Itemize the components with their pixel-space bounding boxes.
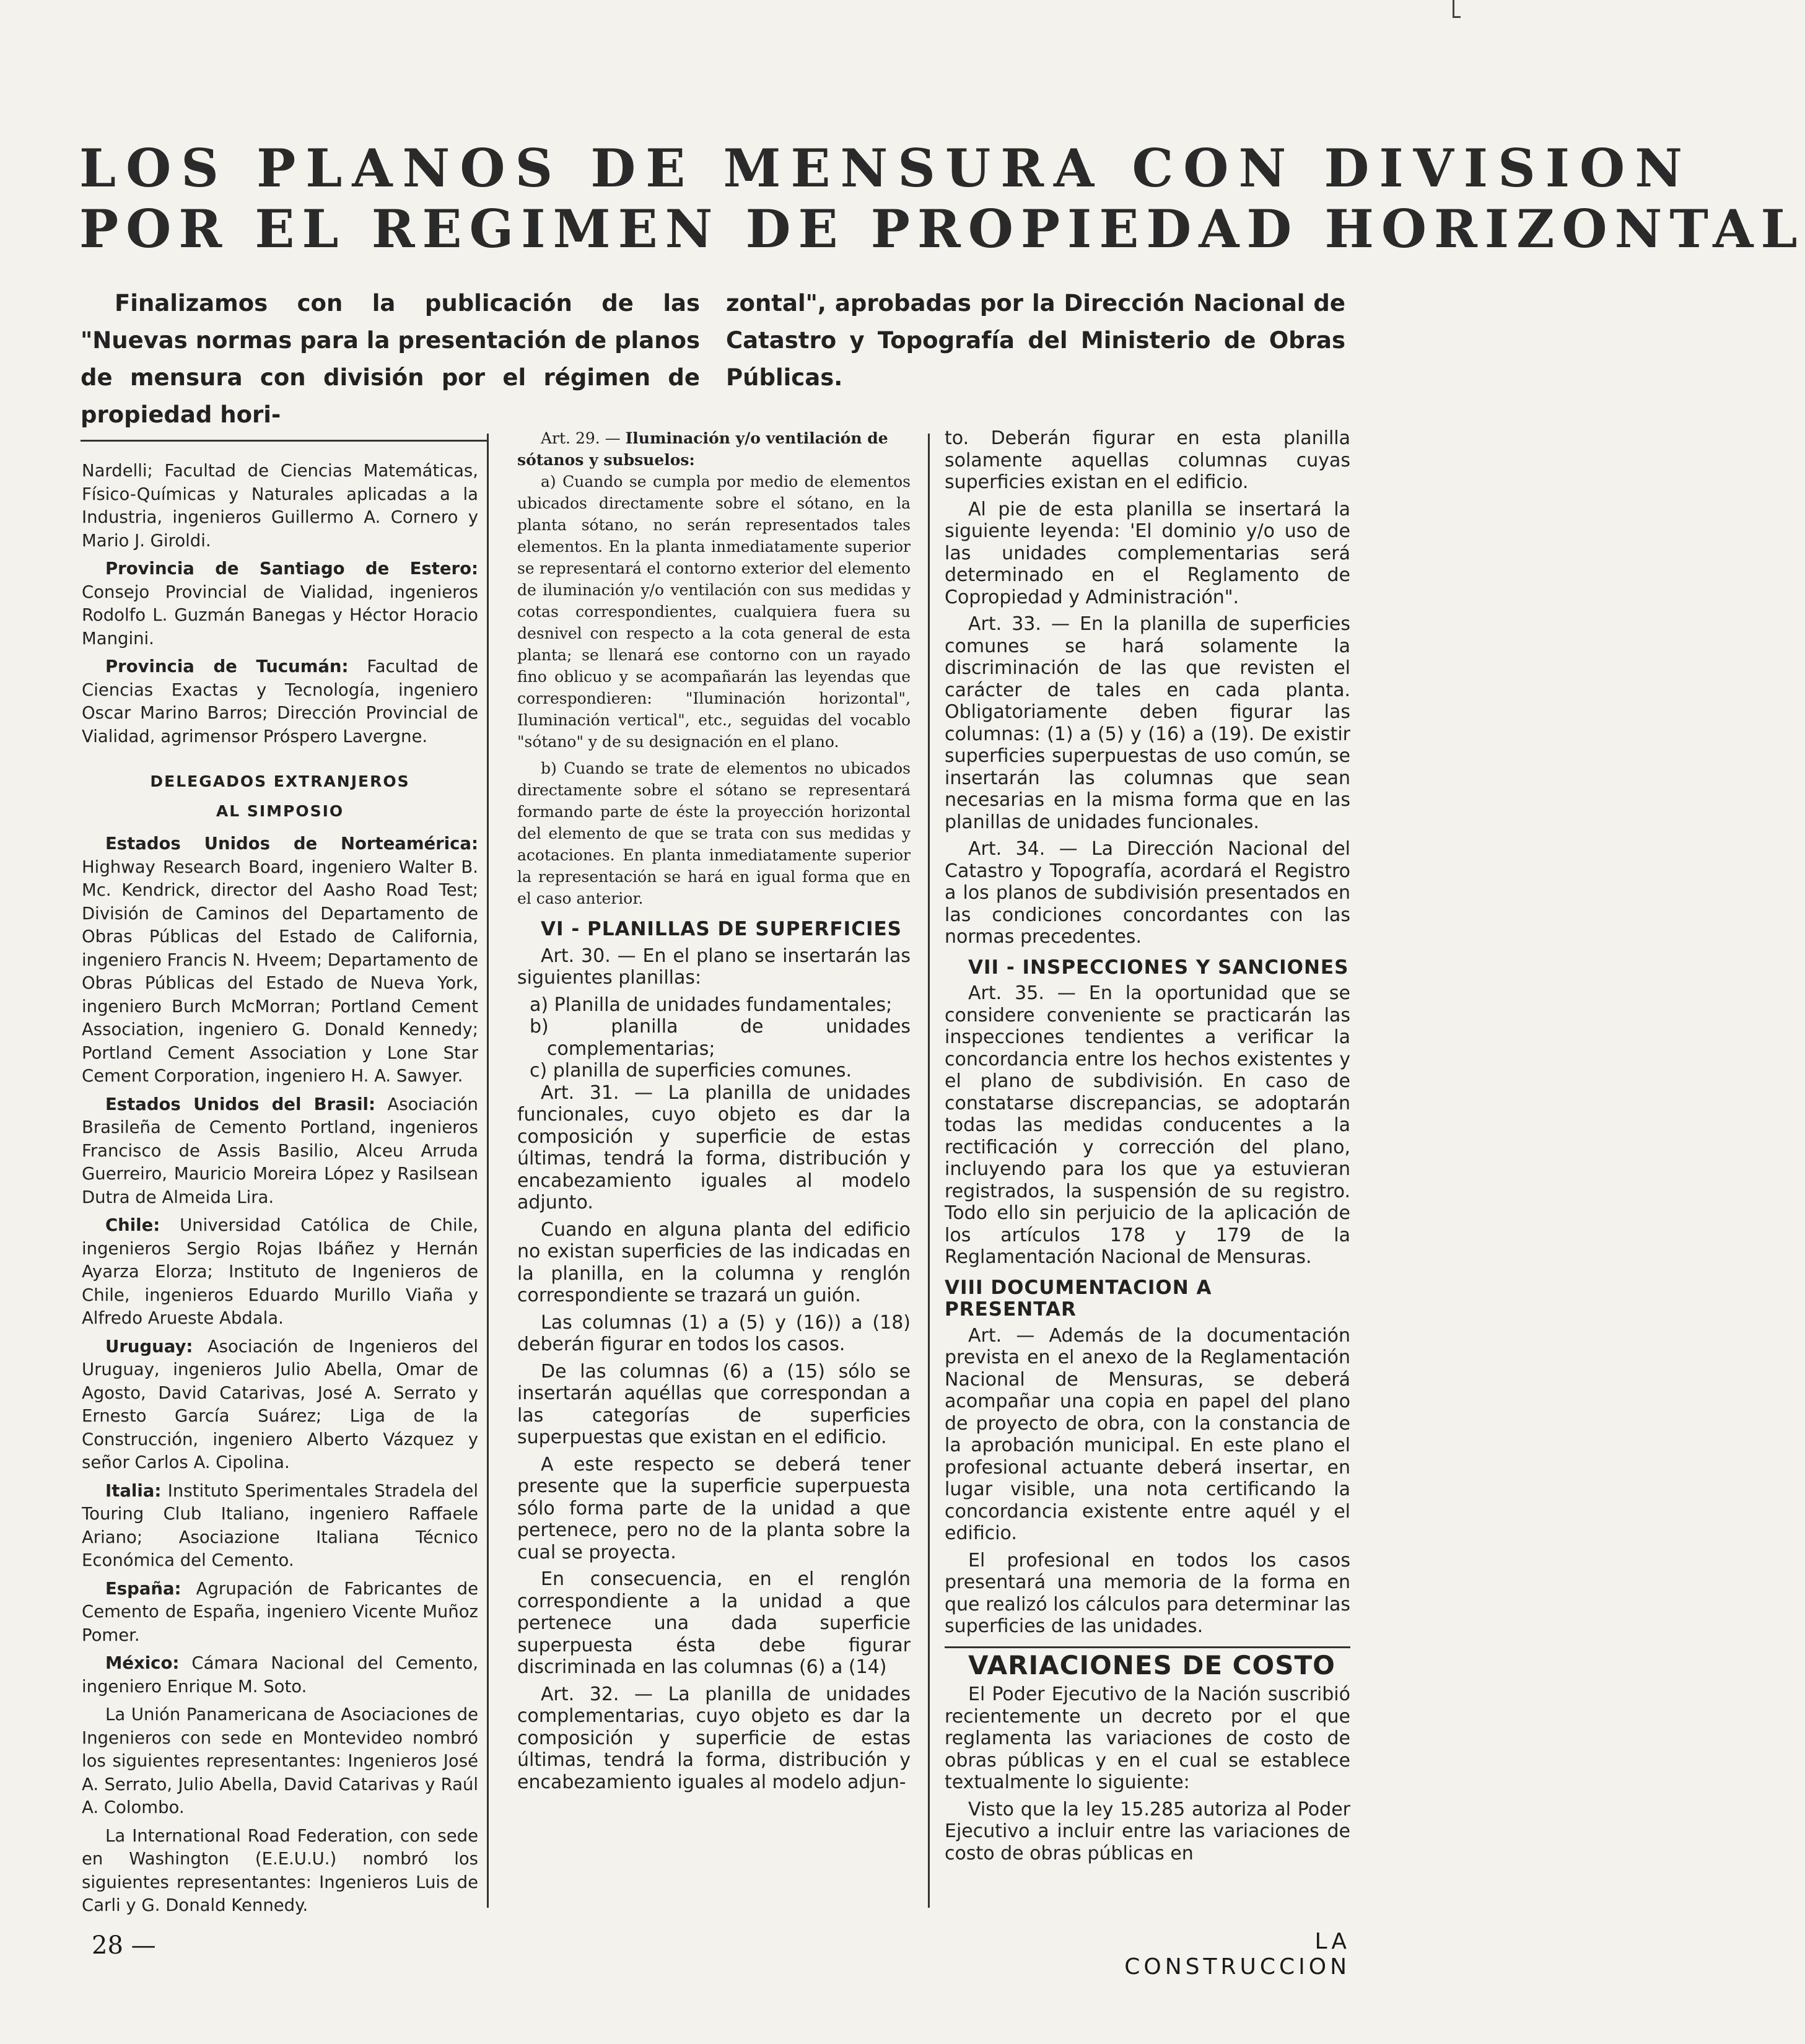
crop-mark bbox=[1453, 0, 1461, 18]
paragraph: De las columnas (6) a (15) sólo se insertarán aquéllas que correspondan a las categorías de superficies superpuestas que existan en el edificio. bbox=[517, 1360, 911, 1448]
paragraph-text: Consejo Provincial de Vialidad, ingenieros Rodolfo L. Guzmán Banegas y Héctor Horacio Mangini. bbox=[82, 582, 478, 649]
article-title-line-1: LOS PLANOS DE MENSURA CON DIVISION bbox=[79, 138, 1693, 199]
paragraph-label: Italia: bbox=[105, 1480, 162, 1501]
article-number: Art. 29. — bbox=[541, 429, 626, 447]
paragraph: Visto que la ley 15.285 autoriza al Poder Ejecutivo a incluir entre las variaciones de costo de obras públicas en bbox=[945, 1798, 1350, 1864]
paragraph: a) Cuando se cumpla por medio de elementos ubicados directamente sobre el sótano, en la planta sótano, no serán representados tales elementos. En la planta inmediatamente superior se representará el contorno exterior del elemento de iluminación y/o ventilación con sus medidas y cotas correspondientes, cualquiera fuera su desnivel con respecto a la cota general de esta planta; se llenará ese contorno con un rayado fino oblicuo y se acompañarán las leyendas que correspondieren: "Iluminación horizontal", Iluminación vertical", etc., seguidas del vocablo "sótano" y de su designación en el plano. bbox=[517, 473, 911, 751]
paragraph: Al pie de esta planilla se insertará la siguiente leyenda: 'El dominio y/o uso de las unidades complementarias será determinado en el Reglamento de Copropiedad y Administración". bbox=[945, 498, 1350, 608]
column-3 bbox=[945, 427, 1350, 1869]
article-title-line-2: POR EL REGIMEN DE PROPIEDAD HORIZONTAL bbox=[79, 198, 1805, 260]
column-divider-2 bbox=[928, 434, 930, 1908]
paragraph bbox=[82, 557, 478, 650]
page-number: 28 — bbox=[92, 1931, 156, 1960]
paragraph bbox=[82, 1214, 478, 1330]
paragraph: Art. 32. — La planilla de unidades complementarias, cuyo objeto es dar la composición y superficie de estas últimas, tendrá la forma, distribución y encabezamiento iguales al modelo adjun- bbox=[517, 1683, 911, 1793]
section-heading: VI - PLANILLAS DE SUPERFICIES bbox=[541, 918, 902, 940]
paragraph: La Unión Panamericana de Asociaciones de Ingenieros con sede en Montevideo nombró los siguientes representantes: Ingenieros José A. Serrato, Julio Abella, David Catarivas y Raúl A. Colombo. bbox=[82, 1705, 478, 1817]
subheading bbox=[82, 767, 478, 826]
paragraph bbox=[82, 1093, 478, 1210]
paragraph: Art. 35. — En la oportunidad que se considere conveniente se practicarán las inspecciones tendientes a verificar la concordancia entre los hechos existentes y el plano de subdivisión. En caso de constatarse discrepancias, se adoptarán todas las medidas conducentes a la rectificación y corrección del plano, incluyendo para los que ya estuvieran registrados, la suspensión de su registro. Todo ello sin perjuicio de la aplicación de los artículos 178 y 179 de la Reglamentación Nacional de Mensuras. bbox=[945, 982, 1350, 1268]
paragraph bbox=[82, 655, 478, 748]
article-title: Iluminación y/o ventilación de sótanos y subsuelos: bbox=[517, 429, 888, 469]
planillas-list bbox=[517, 994, 911, 1082]
section-heading: VIII DOCUMENTACION A PRESENTAR bbox=[945, 1276, 1212, 1321]
section-heading: VII - INSPECCIONES Y SANCIONES bbox=[968, 956, 1349, 979]
news-title: VARIACIONES DE COSTO bbox=[968, 1649, 1335, 1680]
article-heading bbox=[517, 427, 911, 471]
lead-paragraph-left: Finalizamos con la publicación de las "Nuevas normas para la presentación de planos de mensura con división por el régimen de propiedad hori- bbox=[81, 290, 700, 428]
paragraph: b) Cuando se trate de elementos no ubicados directamente sobre el sótano se representará formando parte de éste la proyección horizontal del elemento de que se trata con sus medidas y acotaciones. En planta inmediatamente superior la representación se hará en igual forma que en el caso anterior. bbox=[517, 759, 911, 907]
section-6 bbox=[517, 918, 911, 1793]
paragraph-label: Estados Unidos de Norteamérica: bbox=[105, 834, 478, 854]
paragraph bbox=[82, 1578, 478, 1648]
list-item: a) Planilla de unidades fundamentales; bbox=[530, 994, 893, 1016]
subheading-line: AL SIMPOSIO bbox=[216, 802, 344, 820]
paragraph: Art. — Además de la documentación prevista en el anexo de la Reglamentación Nacional de Mensuras, se deberá acompañar una copia en papel del plano de proyecto de obra, con la constancia de la aprobación municipal. En este plano el profesional actuante deberá insertar, en lugar visible, una nota certificando la concordancia existente entre aquél y el edificio. bbox=[945, 1324, 1350, 1544]
column-top-rule bbox=[81, 440, 487, 442]
paragraph: Art. 33. — En la planilla de superficies comunes se hará solamente la discriminación de las que revisten el carácter de tales en cada planta. Obligatoriamente deben figurar las columnas: (1) a (5) y (16) a (19). De existir superficies superpuestas de uso común, se insertarán las columnas que sean necesarias en la misma forma que en las planillas de unidades funcionales. bbox=[945, 613, 1350, 833]
paragraph: Art. 31. — La planilla de unidades funcionales, cuyo objeto es dar la composición y superficie de estas últimas, tendrá la forma, distribución y encabezamiento iguales al modelo adjunto. bbox=[517, 1081, 911, 1213]
paragraph: El profesional en todos los casos presentará una memoria de la forma en que realizó los cálculos para determinar las superficies de las unidades. bbox=[945, 1549, 1350, 1637]
list-item: b) planilla de unidades complementarias; bbox=[530, 1016, 911, 1060]
paragraph-text: Agrupación de Fabricantes de Cemento de España, ingeniero Vicente Muñoz Pomer. bbox=[82, 1578, 478, 1645]
paragraph-text: Universidad Católica de Chile, ingenieros Sergio Rojas Ibáñez y Hernán Ayarza Elorza; Instituto de Ingenieros de Chile, ingenieros Eduardo Murillo Viaña y Alfredo Arueste Abdala. bbox=[82, 1215, 478, 1328]
paragraph: En consecuencia, en el renglón correspondiente a la unidad a que pertenece una dada superficie superpuesta ésta debe figurar discriminada en las columnas (6) a (14) bbox=[517, 1568, 911, 1678]
article-29 bbox=[517, 427, 911, 909]
paragraph-label: Estados Unidos del Brasil: bbox=[105, 1094, 375, 1114]
paragraph bbox=[82, 832, 478, 1088]
paragraph: La International Road Federation, con sede en Washington (E.E.U.U.) nombró los siguientes representantes: Ingenieros Luis de Carli y G. Donald Kennedy. bbox=[82, 1825, 478, 1915]
paragraph: Nardelli; Facultad de Ciencias Matemáticas, Físico-Químicas y Naturales aplicadas a la Industria, ingenieros Guillermo A. Cornero y Mario J. Giroldi. bbox=[82, 461, 478, 551]
paragraph: Art. 34. — La Dirección Nacional del Catastro y Topografía, acordará el Registro a los planos de subdivisión presentados en las condiciones concordantes con las normas precedentes. bbox=[945, 838, 1350, 948]
paragraph: El Poder Ejecutivo de la Nación suscribió recientemente un decreto por el que reglamenta las variaciones de costo de obras públicas y en el cual se establece textualmente lo siguiente: bbox=[945, 1684, 1350, 1793]
paragraph-text: Cámara Nacional del Cemento, ingeniero Enrique M. Soto. bbox=[82, 1653, 478, 1697]
column-2 bbox=[517, 427, 911, 1798]
paragraph: Art. 30. — En el plano se insertarán las siguientes planillas: bbox=[517, 945, 911, 989]
subheading-line: DELEGADOS EXTRANJEROS bbox=[150, 772, 410, 790]
paragraph: Las columnas (1) a (5) y (16)) a (18) deberán figurar en todos los casos. bbox=[517, 1311, 911, 1355]
paragraph-label: Provincia de Tucumán: bbox=[105, 657, 349, 676]
paragraph-text: Facultad de Ciencias Exactas y Tecnología, ingeniero Oscar Marino Barros; Dirección Provincial de Vialidad, agrimensor Próspero Lavergne. bbox=[82, 657, 478, 746]
publication-name: LA CONSTRUCCION bbox=[1124, 1929, 1350, 1980]
paragraph-text: Instituto Sperimentales Stradela del Touring Club Italiano, ingeniero Raffaele Ariano; Asociazione Italiana Técnico Económica del Cemento. bbox=[82, 1480, 478, 1570]
paragraph: Cuando en alguna planta del edificio no existan superficies de las indicadas en la planilla, en la columna y renglón correspondiente se trazará un guión. bbox=[517, 1218, 911, 1306]
paragraph-label: Chile: bbox=[105, 1215, 160, 1235]
paragraph bbox=[82, 1480, 478, 1573]
paragraph-text: Asociación de Ingenieros del Uruguay, ingenieros Julio Abella, Omar de Agosto, David Catarivas, José A. Serrato y Ernesto García Suárez; Liga de la Construcción, ingeniero Alberto Vázquez y señor Carlos A. Cipolina. bbox=[82, 1336, 478, 1472]
paragraph-label: Provincia de Santiago de Estero: bbox=[105, 559, 478, 579]
list-item: c) planilla de superficies comunes. bbox=[530, 1060, 852, 1081]
paragraph-label: México: bbox=[105, 1653, 180, 1673]
paragraph: to. Deberán figurar en esta planilla solamente aquellas columnas cuyas superficies existan en el edificio. bbox=[945, 427, 1350, 493]
paragraph bbox=[82, 1652, 478, 1698]
paragraph-text: Highway Research Board, ingeniero Walter B. Mc. Kendrick, director del Aasho Road Test; División de Caminos del Departamento de Obras Públicas del Estado de California, ingeniero Francis N. Hveem; Departamento de Obras Públicas del Estado de Nueva York, ingeniero Burch McMorran; Portland Cement Association, ingeniero G. Donald Kennedy; Portland Cement Association y Lone Star Cement Corporation, ingeniero H. A. Sawyer. bbox=[82, 857, 478, 1086]
paragraph-label: España: bbox=[105, 1578, 181, 1599]
column-divider-1 bbox=[487, 434, 489, 1908]
column-1 bbox=[82, 460, 478, 1923]
paragraph-text: Asociación Brasileña de Cemento Portland, ingenieros Francisco de Assis Basilio, Alceu Arruda Guerreiro, Mauricio Moreira López y Rasilsean Dutra de Almeida Lira. bbox=[82, 1094, 478, 1207]
paragraph bbox=[82, 1335, 478, 1475]
paragraph: A este respecto se deberá tener presente que la superficie superpuesta sólo forma parte de la unidad a que pertenece, pero no de la planta sobre la cual se proyecta. bbox=[517, 1453, 911, 1563]
paragraph-label: Uruguay: bbox=[105, 1336, 193, 1356]
lead-paragraph-right: zontal", aprobadas por la Dirección Nacional de Catastro y Topografía del Ministerio de Obras Públicas. bbox=[726, 290, 1345, 391]
section-rule bbox=[945, 1646, 1350, 1648]
